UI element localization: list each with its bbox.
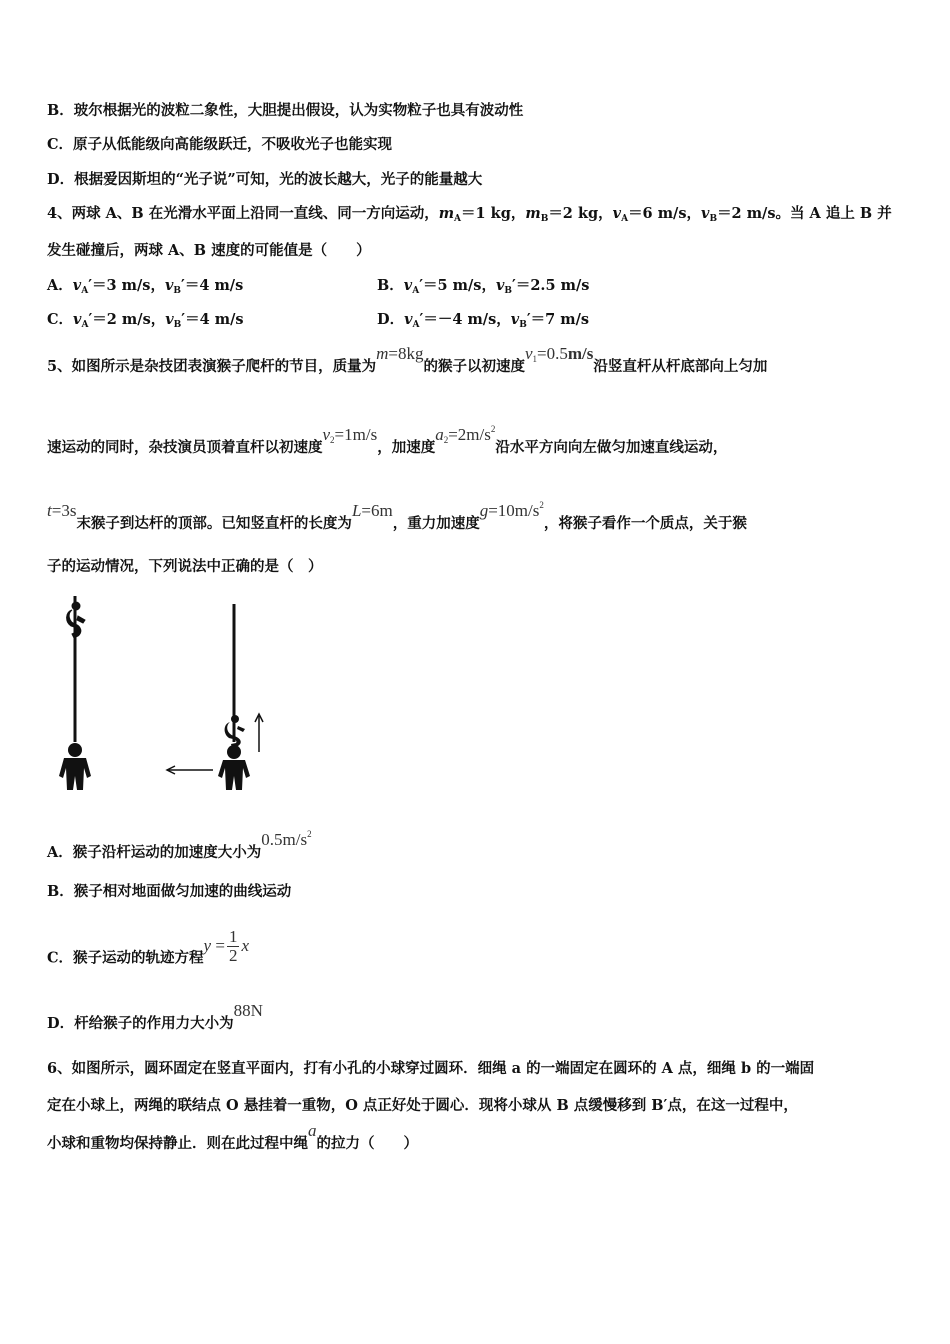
q5-option-d: D．杆给猴子的作用力大小为88N (47, 1001, 263, 1032)
q4-option-c: C．$v_A'=2$ m/s，$v_B'=4$ m/s (47, 311, 244, 330)
q5-option-c: C．猴子运动的轨迹方程y = $\frac{1}{2}$ x (47, 927, 249, 967)
q4-option-d: D．$v_A'=-4$ m/s，$v_B'=7$ m/s (377, 311, 590, 330)
left-acrobat-icon (59, 743, 91, 790)
q5-stem-line4: 子的运动情况，下列说法中正确的是（ ） (47, 558, 323, 575)
q6-stem-line3: 小球和重物均保持静止．则在此过程中绳a的拉力（ ） (47, 1121, 418, 1152)
q4-option-b: B．$v_A'=5$ m/s，$v_B'=2.5$ m/s (377, 277, 590, 296)
q6-stem-line1: 6、如图所示，圆环固定在竖直平面内，打有小孔的小球穿过圆环．细绳 a 的一端固定在圆环的 A 点，细绳 b 的一端固 (47, 1060, 815, 1077)
q3-option-d: D．根据爱因斯坦的“光子说”可知，光的波长越大，光子的能量越大 (47, 171, 483, 188)
q3-option-c: C．原子从低能级向高能级跃迁，不吸收光子也能实现 (47, 136, 393, 153)
q5-stem-line2: 速运动的同时，杂技演员顶着直杆以初速度$v_2=1m/s$，加速度$a_2=2m/s^2$沿水平方向向左做匀加速直线运动， (47, 424, 728, 456)
q3-option-b: B．玻尔根据光的波粒二象性，大胆提出假设，认为实物粒子也具有波动性 (47, 102, 524, 119)
q4-option-a: A．$v_A'=3$ m/s，$v_B'=4$ m/s (47, 277, 244, 296)
q5-option-a: A．猴子沿杆运动的加速度大小为$0.5m/s^2$ (47, 829, 312, 861)
upward-arrow-icon (255, 714, 263, 752)
q6-stem-line2: 定在小球上，两绳的联结点 O 悬挂着一重物，O 点正好处于圆心．现将小球从 B 点缓慢移到 B′点，在这一过程中， (47, 1097, 798, 1114)
monkey-pole-figure (45, 592, 285, 797)
q5-stem-line3: t=3s末猴子到达杆的顶部。已知竖直杆的长度为L=6m，重力加速度$g=10m/s^2$，将猴子看作一个质点，关于猴 (47, 500, 747, 532)
q5-option-b: B．猴子相对地面做匀加速的曲线运动 (47, 883, 292, 900)
right-acrobat-icon (218, 745, 250, 790)
q4-stem-line1: 4、两球 A、B 在光滑水平面上沿同一直线、同一方向运动，$m_A=1$ kg，$m_B=2$ kg，$v_A=6$ m/s，$v_B=2$ m/s。当 A 追上 B 并 (47, 205, 892, 224)
q4-stem-line2: 发生碰撞后，两球 A、B 速度的可能值是（ ） (47, 242, 371, 259)
q5-stem-line1: 5、如图所示是杂技团表演猴子爬杆的节目，质量为m=8kg的猴子以初速度$v_1=0.5m/s$沿竖直杆从杆底部向上匀加 (47, 344, 768, 375)
leftward-arrow-icon (167, 766, 213, 774)
